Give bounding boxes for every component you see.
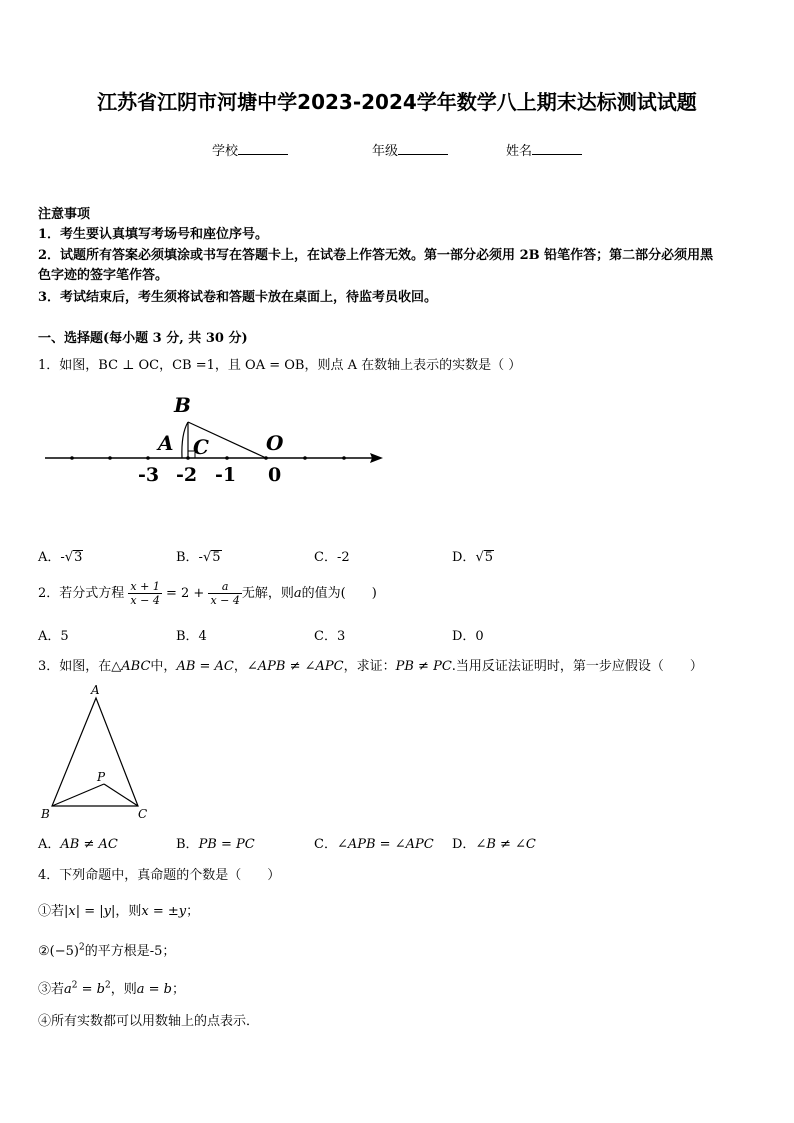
q2-option-a[interactable]: A．5 <box>38 629 69 644</box>
math: = b <box>77 982 105 997</box>
tick-label: -1 <box>215 464 237 486</box>
q4-text: ； <box>171 982 185 997</box>
triangle-abc <box>52 698 138 806</box>
q2-text: 2．若分式方程 <box>38 586 125 601</box>
radicand: 5 <box>212 550 221 565</box>
q2-option-b[interactable]: B．4 <box>176 629 207 644</box>
q1-option-b[interactable] <box>176 546 222 565</box>
q4-text: ② <box>38 944 50 959</box>
q3-option-b[interactable] <box>176 833 255 852</box>
math: a = b <box>136 982 172 997</box>
q2-text: 的值为( ) <box>301 586 377 601</box>
q4-text: ，则 <box>115 904 142 919</box>
q4-text: ，则 <box>110 982 137 997</box>
triangle-figure <box>38 682 158 822</box>
option-math: ∠B ≠ ∠C <box>475 837 536 852</box>
option-key: C． <box>314 837 337 852</box>
q2-text: 无解，则 <box>241 586 294 601</box>
arc-ab <box>182 422 188 458</box>
math: PB ≠ PC <box>395 659 452 674</box>
denominator: x − 4 <box>210 594 240 607</box>
q3-text: ， <box>233 659 247 674</box>
point-label-p: P <box>97 770 106 784</box>
option-key: D． <box>452 550 476 565</box>
name-field[interactable] <box>506 140 582 159</box>
q3-text: 3．如图，在 <box>38 659 112 674</box>
grade-field[interactable] <box>372 140 448 159</box>
math: (−5) <box>49 944 79 959</box>
segment-pc <box>104 784 138 806</box>
page-title: 江苏省江阴市河塘中学2023-2024学年数学八上期末达标测试试题 <box>97 90 697 114</box>
name-label: 姓名 <box>506 144 533 159</box>
fraction-1 <box>128 580 161 607</box>
notice-item: 色字迹的签字笔作答。 <box>38 268 169 283</box>
radicand: 5 <box>484 550 494 565</box>
point-label-c: C <box>193 435 209 459</box>
q3-option-a[interactable] <box>38 833 118 852</box>
q3-text: .当用反证法证明时，第一步应假设（ ） <box>451 659 703 674</box>
math: a <box>64 982 72 997</box>
q4-item-4: ④所有实数都可以用数轴上的点表示． <box>38 1014 260 1029</box>
q4-text: ； <box>186 904 200 919</box>
notice-item: 3．考试结束后，考生须将试卷和答题卡放在桌面上，待监考员收回。 <box>38 290 438 305</box>
q2-option-d[interactable]: D．0 <box>452 629 484 644</box>
school-blank[interactable] <box>238 142 288 155</box>
school-label: 学校 <box>212 144 239 159</box>
option-math: PB = PC <box>198 837 255 852</box>
notice-item: 1．考生要认真填写考场号和座位序号。 <box>38 227 269 242</box>
q4-text: 的平方根是-5； <box>84 944 176 959</box>
school-field[interactable] <box>212 140 288 159</box>
q3-option-c[interactable] <box>314 833 434 852</box>
option-key: B．- <box>176 550 203 565</box>
q4-item-1 <box>38 900 199 919</box>
math: △ABC <box>111 659 151 674</box>
sqrt-sign-icon: √ <box>475 550 484 565</box>
point-label-b: B <box>174 393 191 417</box>
q4-text: ③若 <box>38 982 65 997</box>
denominator: x − 4 <box>130 594 160 607</box>
sqrt-sign-icon: √ <box>64 550 74 565</box>
q3-text: 中， <box>150 659 177 674</box>
exponent: 2 <box>78 942 85 953</box>
q1-option-a[interactable] <box>38 546 83 565</box>
q2-text: = 2 + <box>165 586 205 601</box>
math: |x| = |y| <box>64 904 116 919</box>
radicand: 3 <box>74 550 83 565</box>
option-key: D． <box>452 837 476 852</box>
q4-text: ①若 <box>38 904 65 919</box>
sqrt-sign-icon: √ <box>202 550 212 565</box>
exponent: 2 <box>105 980 111 991</box>
name-blank[interactable] <box>532 142 582 155</box>
q2-stem <box>38 580 377 607</box>
q3-stem <box>38 655 703 674</box>
q1-stem: 1．如图，BC ⊥ OC，CB =1，且 OA = OB，则点 A 在数轴上表示的实数是（ ） <box>38 358 522 373</box>
notice-heading: 注意事项 <box>38 207 91 222</box>
q3-option-d[interactable] <box>452 833 536 852</box>
grade-label: 年级 <box>372 144 399 159</box>
q1-option-c[interactable]: C．-2 <box>314 550 350 565</box>
section-heading: 一、选择题(每小题 3 分, 共 30 分) <box>38 331 248 346</box>
fraction-2 <box>208 580 241 607</box>
tick-label: -3 <box>138 464 160 486</box>
q4-item-3 <box>38 978 185 997</box>
variable: a <box>293 586 302 601</box>
q2-option-c[interactable]: C．3 <box>314 629 346 644</box>
grade-blank[interactable] <box>398 142 448 155</box>
q4-item-2 <box>38 940 175 959</box>
point-label-b: B <box>41 807 50 821</box>
tick-label: -2 <box>176 464 198 486</box>
q3-text: ，求证： <box>343 659 396 674</box>
numerator: a <box>208 580 241 594</box>
q1-option-d[interactable] <box>452 546 494 565</box>
notice-item: 2．试题所有答案必须填涂或书写在答题卡上，在试卷上作答无效。第一部分必须用 2B 铅笔作答；第二部分必须用黑 <box>38 248 714 263</box>
point-label-a: A <box>91 683 100 697</box>
q4-stem: 4．下列命题中，真命题的个数是（ ） <box>38 868 281 883</box>
math: AB = AC <box>176 659 234 674</box>
point-label-a: A <box>158 431 174 455</box>
tick-label: 0 <box>268 464 282 486</box>
exponent: 2 <box>71 980 78 991</box>
numerator: x + 1 <box>130 580 160 593</box>
point-label-c: C <box>138 807 148 821</box>
option-math: AB ≠ AC <box>60 837 118 852</box>
option-key: A． <box>38 837 61 852</box>
option-math: ∠APB = ∠APC <box>336 837 434 852</box>
option-key: A．- <box>38 550 65 565</box>
math: ∠APB ≠ ∠APC <box>246 659 344 674</box>
point-label-o: O <box>266 431 284 455</box>
option-key: B． <box>176 837 199 852</box>
math: x = ±y <box>141 904 187 919</box>
number-line-figure <box>40 390 390 490</box>
